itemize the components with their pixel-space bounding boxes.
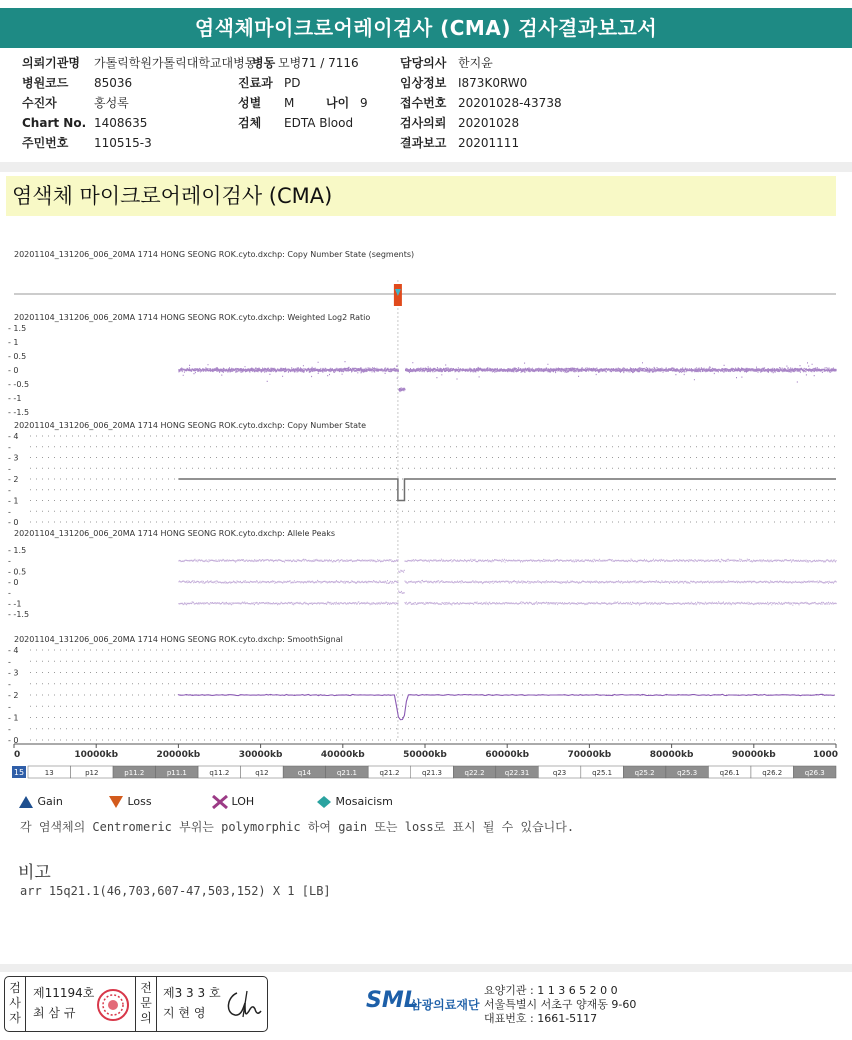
specialist-role-char: 전 (140, 981, 152, 995)
sign-divider (156, 977, 157, 1031)
track-segments (14, 250, 836, 306)
signature-box (4, 976, 268, 1032)
log2-ratio-points (178, 362, 836, 392)
band-label: q25.3 (677, 769, 698, 777)
band-label: q23 (552, 769, 567, 777)
age-value: 9 (360, 96, 368, 110)
y-tick-label: - 1.5 (8, 546, 27, 555)
y-tick-label: - (8, 556, 11, 566)
receipt-no-row (400, 94, 562, 112)
doctor-label: 담당의사 (400, 56, 447, 70)
resident-no-row (22, 134, 152, 152)
remarks-title: 비고 (18, 863, 51, 883)
clinical-info-label: 임상정보 (400, 76, 447, 90)
band-label: q21.3 (421, 769, 443, 777)
request-date-label: 검사의뢰 (400, 116, 447, 130)
specialist-role-char: 의 (140, 1011, 152, 1025)
y-tick-label: - (8, 588, 11, 598)
y-tick-label: - 0.5 (8, 352, 27, 361)
cma-genome-chart (0, 240, 852, 785)
y-tick-label: - 3 (8, 453, 19, 463)
track-copy-number-state (8, 421, 836, 527)
patient-label: 수진자 (22, 96, 57, 110)
institution-value: 가톨릭학원가톨릭대학교대병동 (94, 56, 257, 70)
track-title: 20201104_131206_006_20MA 1714 HONG SEONG ROK.cyto.dxchp: SmoothSignal (14, 635, 343, 644)
band-label: q11.2 (209, 769, 230, 777)
band-label: q26.3 (804, 769, 825, 777)
gain-triangle-icon (18, 795, 34, 809)
handwritten-signature-icon (223, 987, 263, 1023)
report-date-label: 결과보고 (400, 136, 447, 150)
examiner-license: 제11194호 (33, 986, 95, 1000)
band-label: q25.2 (634, 769, 655, 777)
band-label: q22.2 (464, 769, 485, 777)
y-tick-label: - 0 (8, 518, 19, 527)
x-tick-label: 70000kb (567, 750, 612, 760)
department-value: PD (284, 76, 301, 90)
sex-value: M (284, 96, 295, 110)
x-tick-label: 10000kb (74, 750, 119, 760)
receipt-no-label: 접수번호 (400, 96, 447, 110)
specimen-row (238, 114, 353, 132)
y-tick-label: - -1 (8, 599, 22, 609)
institution-label: 의뢰기관명 (22, 56, 80, 70)
y-tick-label: - -1.5 (8, 610, 30, 619)
y-tick-label: - (8, 657, 11, 667)
x-tick-label: 90000kb (731, 750, 776, 760)
doctor-row (400, 54, 493, 72)
y-tick-label: - (8, 442, 11, 452)
allele-peak-points (178, 559, 836, 605)
specimen-label: 검체 (238, 116, 262, 130)
track-title: 20201104_131206_006_20MA 1714 HONG SEONG ROK.cyto.dxchp: Copy Number State (14, 421, 367, 430)
track-title: 20201104_131206_006_20MA 1714 HONG SEONG ROK.cyto.dxchp: Copy Number State (segments) (14, 250, 415, 259)
department-row (238, 74, 300, 92)
sex-row (238, 94, 294, 112)
y-tick-label: - (8, 702, 11, 712)
resident-no-value: 110515-3 (94, 136, 152, 150)
band-label: q21.2 (379, 769, 400, 777)
age-label: 나이 (326, 96, 350, 110)
x-tick-label: 50000kb (403, 750, 447, 760)
y-tick-label: - (8, 464, 11, 474)
sex-label: 성별 (238, 96, 262, 110)
report-date-row (400, 134, 519, 152)
centromere-note: 각 염색체의 Centromeric 부위는 polymorphic 하여 gain 또는 loss로 표시 될 수 있습니다. (20, 820, 575, 834)
age-row (326, 94, 368, 112)
y-tick-label: - 1 (8, 496, 19, 506)
legend-item-mosaicism (316, 793, 393, 811)
y-tick-label: - -0.5 (8, 380, 30, 389)
band-label: q21.1 (336, 769, 357, 777)
x-tick-label: 1000 (812, 750, 838, 760)
institution-row (22, 54, 256, 72)
band-label: q26.1 (719, 769, 740, 777)
smooth-signal-line (178, 694, 834, 719)
legend-gain-label: Gain (37, 795, 63, 808)
separator-bottom (0, 964, 852, 972)
y-tick-label: - (8, 679, 11, 689)
x-tick-label: 30000kb (238, 750, 283, 760)
x-axis (14, 744, 838, 760)
y-tick-label: - 1 (8, 713, 19, 723)
y-tick-label: - 1 (8, 338, 19, 347)
request-date-row (400, 114, 519, 132)
y-tick-label: - 4 (8, 646, 19, 655)
y-tick-label: - (8, 485, 11, 495)
remarks-text: arr 15q21.1(46,703,607-47,503,152) X 1 [LB] (20, 884, 331, 898)
clinical-info-row (400, 74, 527, 92)
y-tick-label: - (8, 507, 11, 517)
y-tick-label: - 1.5 (8, 324, 27, 333)
y-tick-label: - -1 (8, 394, 22, 403)
y-tick-label: - 2 (8, 691, 19, 700)
ward-label: 병동 (252, 56, 276, 70)
legend-loh-label: LOH (231, 795, 255, 808)
band-label: q12 (255, 769, 269, 777)
red-seal-stamp-icon (95, 987, 131, 1023)
chart-no-row (22, 114, 147, 132)
hospital-code-value: 85036 (94, 76, 133, 90)
band-label: p11.1 (166, 769, 187, 777)
x-tick-label: 20000kb (156, 750, 201, 760)
track-log2-ratio (8, 313, 837, 417)
mosaicism-icon (316, 795, 332, 809)
legend-item-loh (212, 793, 254, 811)
band-label: q22.31 (504, 769, 530, 777)
specialist-license: 제3 3 3 호 (163, 986, 221, 1000)
track-allele-peaks (8, 529, 837, 619)
y-tick-label: - 4 (8, 432, 19, 441)
examiner-role-label (7, 981, 23, 1026)
band-label: 13 (44, 769, 54, 777)
examiner-role-char: 검 (9, 981, 21, 995)
band-label: q25.1 (592, 769, 613, 777)
y-tick-label: - (8, 724, 11, 734)
care-code: 요양기관 : 1 1 3 6 5 2 0 0 (484, 984, 618, 997)
track-title: 20201104_131206_006_20MA 1714 HONG SEONG ROK.cyto.dxchp: Weighted Log2 Ratio (14, 313, 371, 322)
copy-number-line (178, 479, 836, 501)
legend-loss-label: Loss (127, 795, 152, 808)
hospital-code-label: 병원코드 (22, 76, 69, 90)
specialist-role-char: 문 (140, 996, 152, 1010)
x-tick-label: 60000kb (485, 750, 530, 760)
band-label: p12 (85, 769, 99, 777)
hospital-code-row (22, 74, 132, 92)
organization-info (484, 984, 636, 1026)
patient-info-block (0, 52, 852, 160)
loss-triangle-icon (108, 795, 124, 809)
patient-value: 홍성록 (94, 96, 129, 110)
sign-divider (25, 977, 26, 1031)
y-tick-label: - 0.5 (8, 567, 27, 577)
phone: 대표번호 : 1661-5117 (484, 1012, 598, 1025)
sml-logo: SML (366, 988, 418, 1013)
x-tick-label: 40000kb (320, 750, 365, 760)
x-tick-label: 80000kb (649, 750, 694, 760)
ward-row (252, 54, 359, 72)
track-smooth-signal (8, 635, 836, 745)
y-tick-label: - 0 (8, 366, 19, 375)
receipt-no-value: 20201028-43738 (458, 96, 562, 110)
chart-no-value: 1408635 (94, 116, 148, 130)
report-date-value: 20201111 (458, 136, 520, 150)
ward-value: 모병71 / 7116 (278, 56, 359, 70)
specialist-name: 지 현 영 (163, 1006, 206, 1020)
legend-mosaicism-label: Mosaicism (335, 795, 393, 808)
band-label: q14 (297, 769, 312, 777)
section-heading: 염색체 마이크로어레이검사 (CMA) (6, 176, 836, 216)
specialist-role-label (138, 981, 154, 1026)
track-title: 20201104_131206_006_20MA 1714 HONG SEONG ROK.cyto.dxchp: Allele Peaks (14, 529, 336, 538)
chromosome-number: 15 (13, 768, 25, 777)
examiner-name: 최 삼 규 (33, 1006, 76, 1020)
patient-row (22, 94, 129, 112)
department-label: 진료과 (238, 76, 273, 90)
chromosome-ideogram (12, 766, 836, 778)
y-tick-label: - 0 (8, 578, 19, 587)
examiner-role-char: 사 (9, 996, 21, 1010)
organization-name: 삼광의료재단 (410, 998, 480, 1012)
sign-divider (135, 977, 136, 1031)
examiner-role-char: 자 (9, 1011, 21, 1025)
legend-item-gain (18, 793, 63, 811)
address: 서울특별시 서초구 양재동 9-60 (484, 998, 637, 1011)
loh-icon (212, 795, 228, 809)
legend-item-loss (108, 793, 152, 811)
separator-top (0, 162, 852, 172)
y-tick-label: - 2 (8, 475, 19, 484)
y-tick-label: - 0 (8, 736, 19, 745)
chart-no-label: Chart No. (22, 116, 87, 130)
request-date-value: 20201028 (458, 116, 520, 130)
band-label: p11.2 (124, 769, 145, 777)
clinical-info-value: I873K0RW0 (458, 76, 528, 90)
y-tick-label: - -1.5 (8, 408, 30, 417)
y-tick-label: - 3 (8, 668, 19, 678)
x-tick-label: 0 (14, 750, 21, 760)
band-label: q26.2 (762, 769, 783, 777)
doctor-value: 한지윤 (458, 56, 493, 70)
specimen-value: EDTA Blood (284, 116, 354, 130)
resident-no-label: 주민번호 (22, 136, 69, 150)
report-title: 염색체마이크로어레이검사 (CMA) 검사결과보고서 (0, 8, 852, 48)
